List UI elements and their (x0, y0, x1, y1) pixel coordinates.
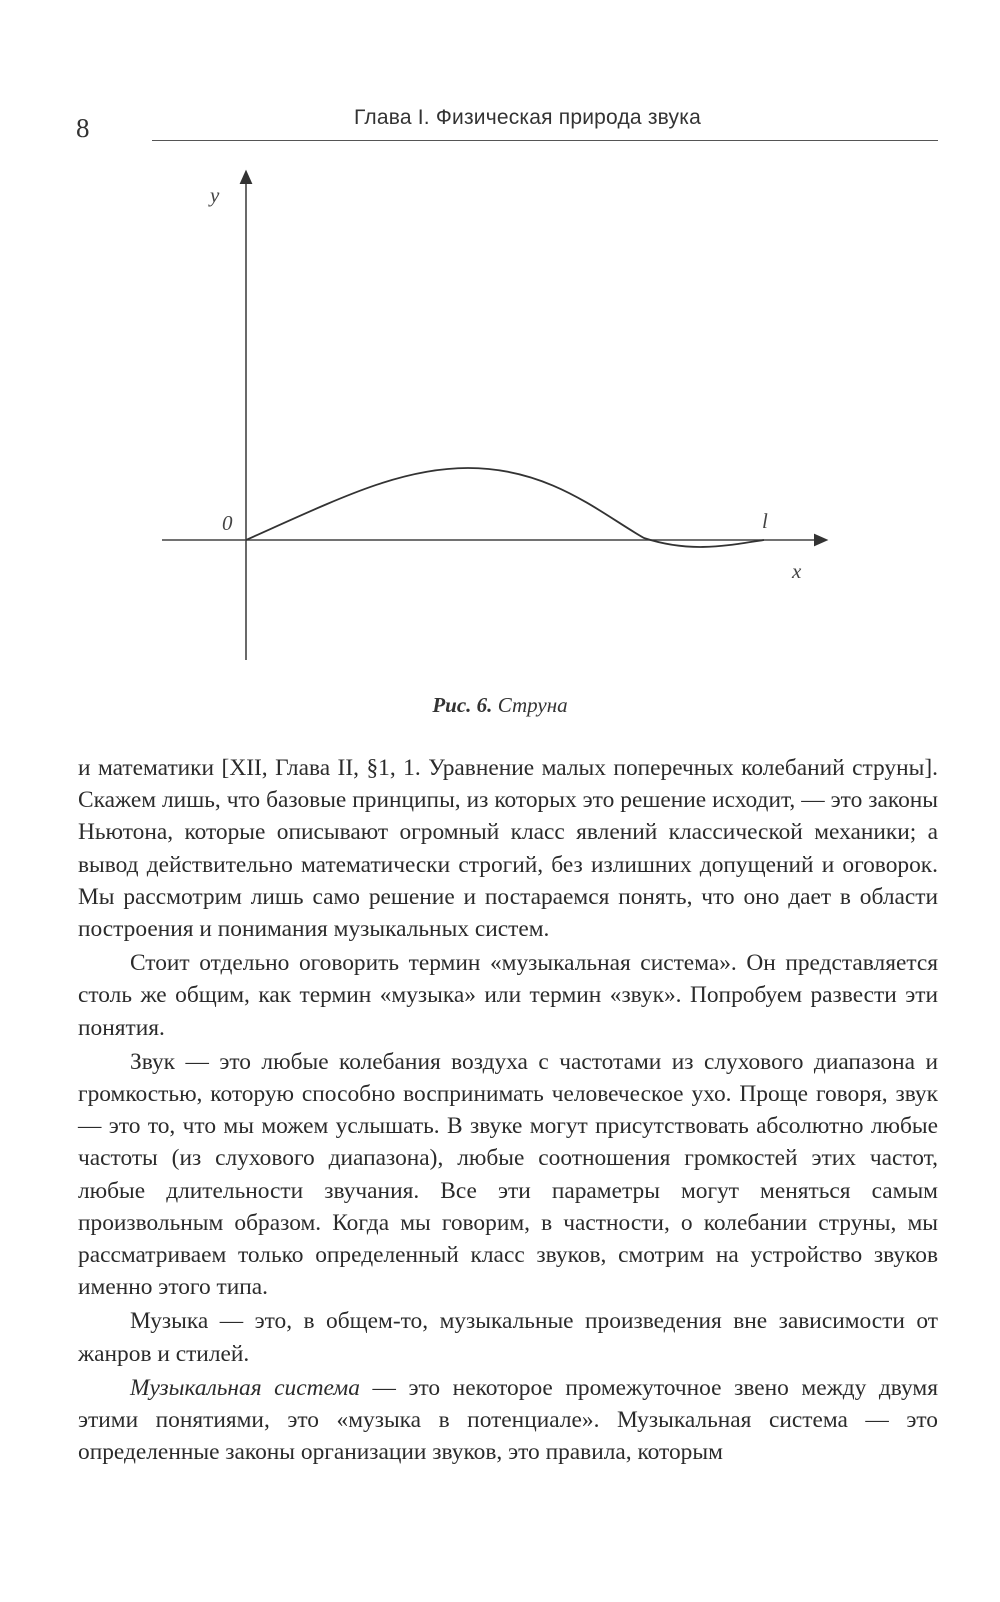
running-header (152, 104, 938, 141)
end-label: l (762, 509, 768, 533)
paragraph-4: Музыка — это, в общем-то, музыкальные произведения вне зависимости от жанров и стилей. (78, 1308, 938, 1367)
string-curve (246, 468, 764, 547)
origin-label: 0 (222, 511, 233, 535)
running-title: Глава I. Физическая природа звука (354, 106, 701, 129)
paragraph-5-text: — это некоторое промежуточное звено между двумя этими понятиями, это «музыка в потенциале». Музыкальная система — это определенные законы организации звуков, это правила, которым (78, 1374, 938, 1466)
paragraph-5 (78, 1372, 938, 1469)
y-axis-label: y (210, 183, 220, 207)
figure-caption (0, 693, 1000, 718)
paragraph-1: и математики [XII, Глава II, §1, 1. Уравнение малых поперечных колебаний струны]. Скажем лишь, что базовые принципы, из которых это решение исходит, — это законы Ньютона, которые описывают огромный класс явлений классической механики; а вывод действительно математически строгий, без излишних допущений и оговорок. Мы рассмотрим лишь само решение и постараемся понять, что оно дает в области построения и понимания музыкальных систем. (78, 755, 938, 943)
paragraph-3: Звук — это любые колебания воздуха с частотами из слухового диапазона и громкостью, которую способно воспринимать человеческое ухо. Проще говоря, звук — это то, что мы можем услышать. В звуке могут присутствовать абсолютно любые частоты (из слухового диапазона), любые соотношения громкостей этих частот, любые длительности звучания. Все эти параметры могут меняться самым произвольным образом. Когда мы говорим, в частности, о колебании струны, мы рассматриваем только определенный класс звуков, смотрим на устройство звуков именно этого типа. (78, 1048, 938, 1301)
term-music-system: Музыкальная система (130, 1374, 360, 1401)
caption-title: Струна (497, 693, 568, 717)
page-number: 8 (76, 113, 90, 143)
string-diagram (150, 168, 870, 688)
figure-string (150, 168, 870, 688)
paragraph-2: Стоит отдельно оговорить термин «музыкальная система». Он представляется столь же общим, как термин «музыка» или термин «звук». Попробуем развести эти понятия. (78, 950, 938, 1041)
x-axis-label: x (792, 559, 802, 583)
body-text (78, 752, 938, 1470)
caption-number: Рис. 6. (432, 693, 493, 717)
